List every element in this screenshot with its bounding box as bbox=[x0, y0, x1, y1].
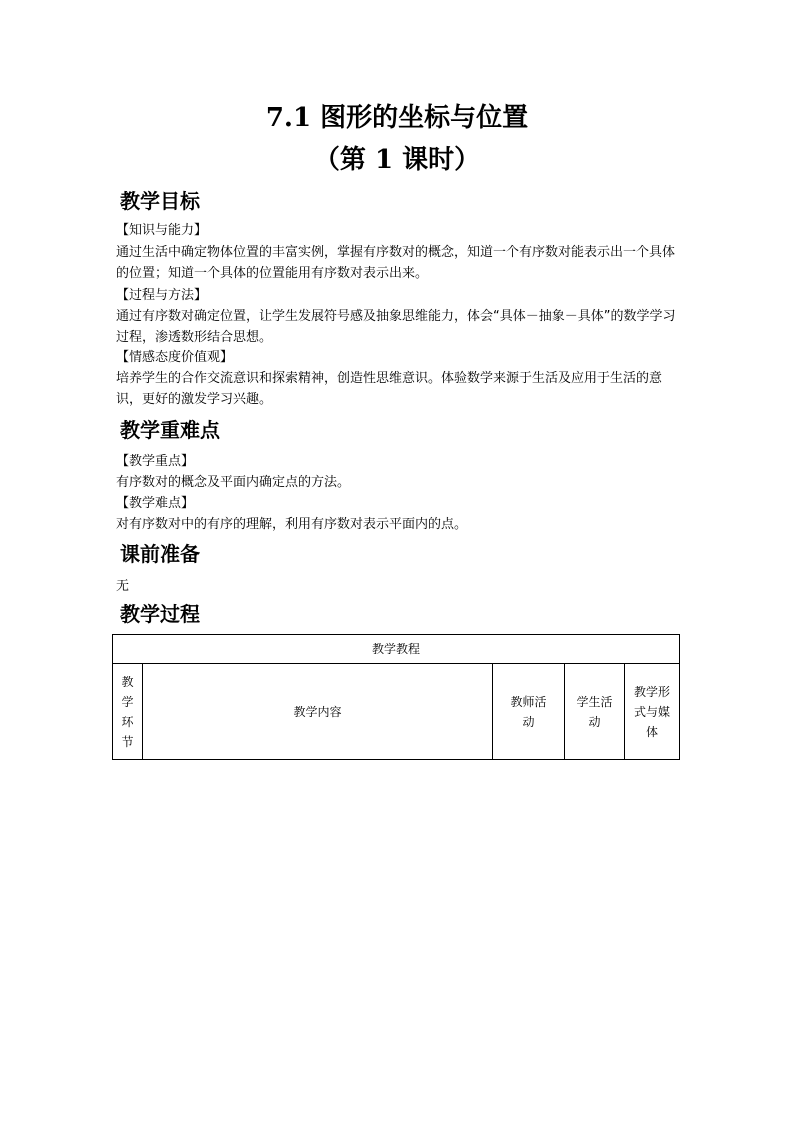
table-header-teacher-text: 教师活动 bbox=[510, 695, 547, 729]
table-header-student bbox=[565, 664, 625, 760]
table-header-content-text: 教学内容 bbox=[293, 705, 342, 719]
difficulty-text: 对有序数对中的有序的理解，利用有序数对表示平面内的点。 bbox=[116, 517, 468, 532]
document-title: 7.1 图形的坐标与位置 bbox=[265, 103, 529, 133]
document-subtitle: （第 1 课时） bbox=[313, 145, 481, 175]
process-method-text: 通过有序数对确定位置，让学生发展符号感及抽象思维能力，体会“具体－抽象－具体”的数学学习过程，渗透数形结合思想。 bbox=[116, 309, 676, 345]
knowledge-text: 通过生活中确定物体位置的丰富实例，掌握有序数对的概念，知道一个有序数对能表示出一个具体的位置；知道一个具体的位置能用有序数对表示出来。 bbox=[116, 245, 676, 281]
table-header-media-text: 教学形式与媒体 bbox=[633, 685, 670, 739]
teaching-process-table bbox=[112, 634, 680, 760]
table-caption: 教学教程 bbox=[113, 635, 679, 664]
table-header-media bbox=[625, 664, 679, 760]
emotion-text: 培养学生的合作交流意识和探索精神，创造性思维意识。体验数学来源于生活及应用于生活的意识，更好的激发学习兴趣。 bbox=[116, 371, 663, 407]
table-header-stage-text: 教学环节 bbox=[121, 675, 134, 749]
table-header-student-text: 学生活动 bbox=[576, 695, 613, 729]
section-heading-preparation: 课前准备 bbox=[120, 542, 200, 566]
table-header-stage bbox=[113, 664, 143, 760]
preparation-text: 无 bbox=[116, 579, 130, 594]
section-heading-process: 教学过程 bbox=[120, 602, 200, 626]
section-heading-key-points: 教学重难点 bbox=[120, 418, 220, 442]
table-header-content bbox=[143, 664, 493, 760]
section-heading-objectives: 教学目标 bbox=[120, 189, 200, 213]
emotion-label: 【情感态度价值观】 bbox=[116, 350, 234, 365]
focus-label: 【教学重点】 bbox=[116, 454, 195, 469]
focus-text: 有序数对的概念及平面内确定点的方法。 bbox=[116, 475, 351, 490]
difficulty-label: 【教学难点】 bbox=[116, 496, 195, 511]
process-method-label: 【过程与方法】 bbox=[116, 288, 208, 303]
table-header-teacher bbox=[493, 664, 565, 760]
knowledge-label: 【知识与能力】 bbox=[116, 223, 208, 238]
